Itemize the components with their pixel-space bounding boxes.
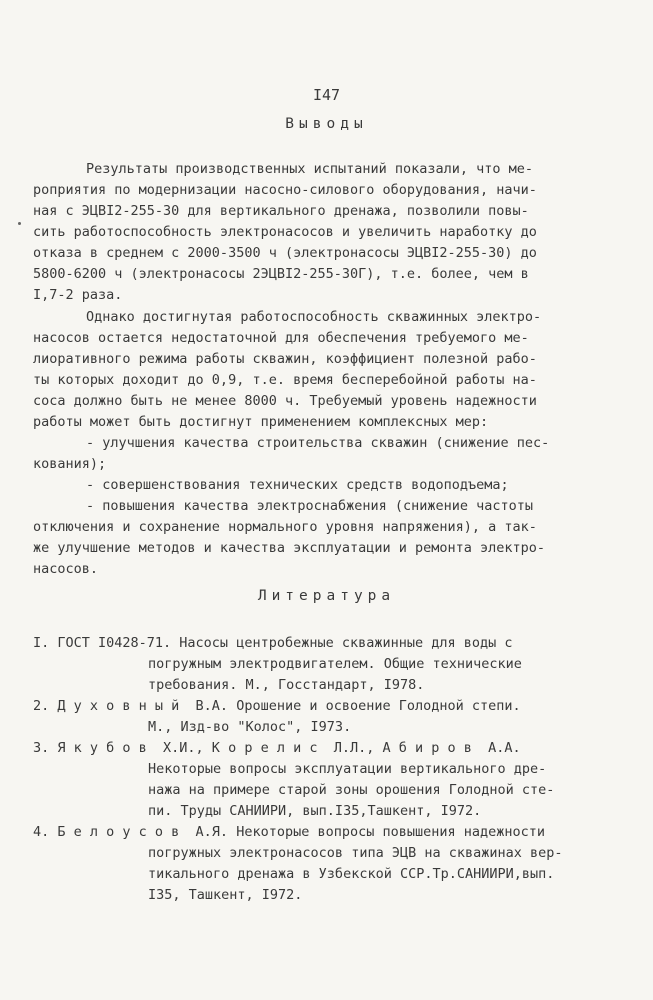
reference-line: 2. Д у х о в н ы й В.А. Орошение и освоение Голодной степи. [33,698,521,714]
margin-dot [18,222,21,225]
reference-line: 4. Б е л о у с о в А.Я. Некоторые вопросы повышения надежности [33,824,546,840]
conclusions-line: лиоративного режима работы скважин, коэффициент полезной рабо- [33,351,537,367]
conclusions-line: сить работоспособность электронасосов и увеличить наработку до [33,224,537,240]
conclusions-line: - повышения качества электроснабжения (снижение частоты [86,498,534,514]
conclusions-line: Результаты производственных испытаний показали, что ме- [86,161,534,177]
reference-line: тикального дренажа в Узбекской ССР.Тр.САНИИРИ,вып. [148,866,555,882]
conclusions-line: же улучшение методов и качества эксплуатации и ремонта электро- [33,540,546,556]
reference-line: погружным электродвигателем. Общие технические [148,656,522,672]
reference-line: Некоторые вопросы эксплуатации вертикального дре- [148,761,547,777]
conclusions-line: Однако достигнутая работоспособность скважинных электро- [86,309,542,325]
conclusions-line: насосов остается недостаточной для обеспечения требуемого ме- [33,330,529,346]
conclusions-line: роприятия по модернизации насосно-силового оборудования, начи- [33,182,537,198]
reference-line: нажа на примере старой зоны орошения Голодной сте- [148,782,555,798]
conclusions-line: работы может быть достигнут применением комплексных мер: [33,414,489,430]
literature-heading: Литература [257,588,396,604]
conclusions-line: 5800-6200 ч (электронасосы 2ЭЦВI2-255-30Г), т.е. более, чем в [33,266,529,282]
conclusions-line: соса должно быть не менее 8000 ч. Требуемый уровень надежности [33,393,537,409]
conclusions-heading: Выводы [285,116,368,132]
reference-line: I. ГОСТ I0428-71. Насосы центробежные скважинные для воды с [33,635,513,651]
conclusions-line: кования); [33,456,107,472]
reference-line: I35, Ташкент, I972. [148,887,303,903]
conclusions-line: - совершенствования технических средств водоподъема; [86,477,509,493]
reference-line: требования. М., Госстандарт, I978. [148,677,425,693]
reference-line: погружных электронасосов типа ЭЦВ на скважинах вер- [148,845,563,861]
reference-line: М., Изд-во "Колос", I973. [148,719,352,735]
conclusions-line: отключения и сохранение нормального уровня напряжения), а так- [33,519,537,535]
conclusions-line: - улучшения качества строительства скважин (снижение пес- [86,435,550,451]
conclusions-line: насосов. [33,561,99,577]
conclusions-line: ная с ЭЦВI2-255-30 для вертикального дренажа, позволили повы- [33,203,529,219]
conclusions-line: отказа в среднем с 2000-3500 ч (электронасосы ЭЦВI2-255-30) до [33,245,537,261]
reference-line: 3. Я к у б о в Х.И., К о р е л и с Л.Л., А б и р о в А.А. [33,740,521,756]
conclusions-line: I,7-2 раза. [33,287,123,303]
conclusions-line: ты которых доходит до 0,9, т.е. время бесперебойной работы на- [33,372,537,388]
reference-line: пи. Труды САНИИРИ, вып.I35,Ташкент, I972. [148,803,482,819]
page-number: I47 [312,86,341,104]
